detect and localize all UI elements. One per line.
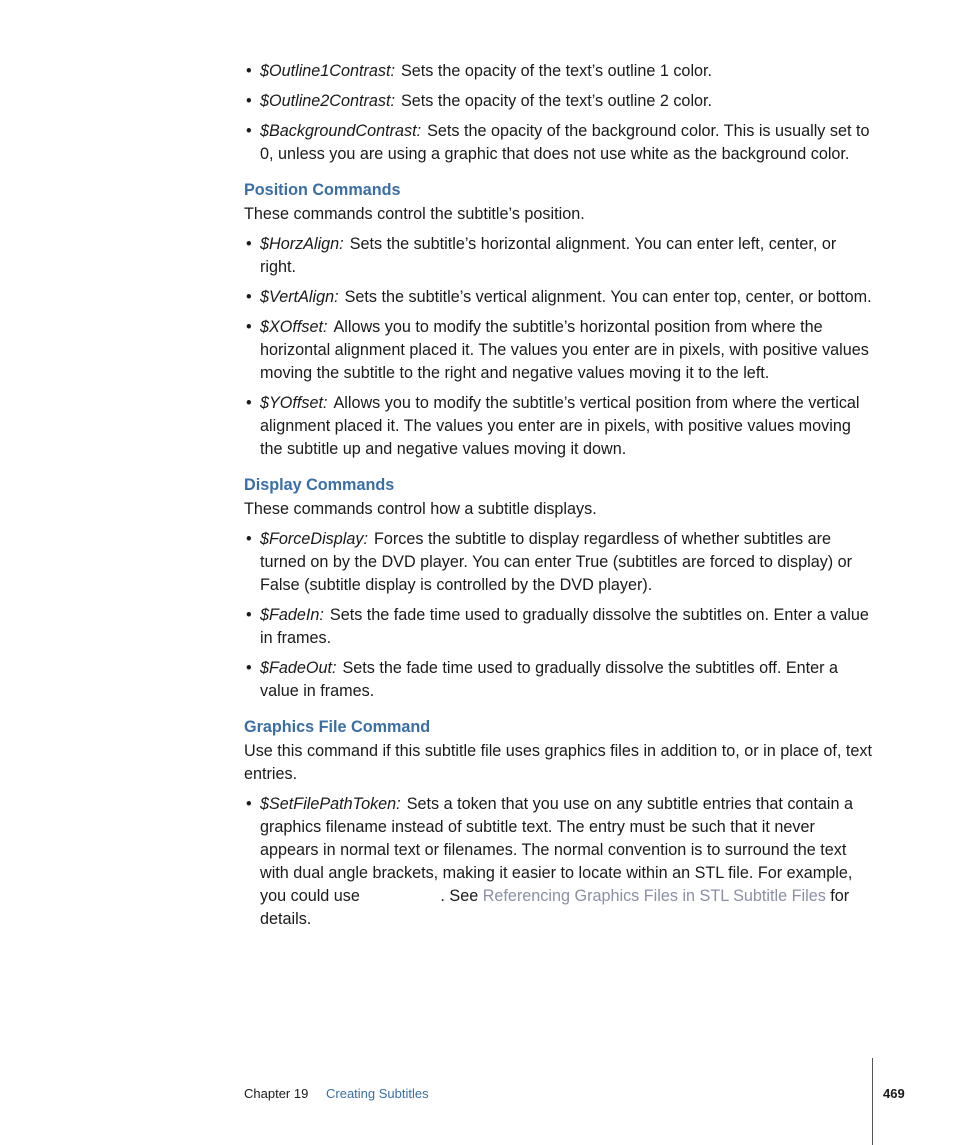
command-description: Allows you to modify the subtitle’s vertical position from where the vertical alignment placed it. The values you enter are in pixels, with positive values moving the subtitle up and negative values moving it down. — [260, 394, 860, 458]
command-term: $HorzAlign: — [260, 235, 344, 253]
command-description: Forces the subtitle to display regardless of whether subtitles are turned on by the DVD player. You can enter True (subtitles are forced to display) or False (subtitle display is controlled by the DVD player). — [260, 530, 853, 594]
command-term: $FadeIn: — [260, 606, 324, 624]
list-item — [244, 286, 876, 309]
graphics-file-command-intro: Use this command if this subtitle file uses graphics files in addition to, or in place of, text entries. — [244, 742, 873, 783]
footer-divider — [872, 1058, 873, 1145]
command-term: $VertAlign: — [260, 288, 339, 306]
bullet-icon: • — [246, 606, 252, 624]
bullet-icon: • — [246, 92, 252, 110]
position-commands-heading: Position Commands — [244, 181, 401, 199]
bullet-icon: • — [246, 795, 252, 813]
bullet-icon: • — [246, 659, 252, 677]
bullet-icon: • — [246, 530, 252, 548]
bullet-icon: • — [246, 62, 252, 80]
list-item — [244, 316, 876, 385]
display-commands-intro: These commands control how a subtitle displays. — [244, 500, 597, 518]
command-term: $Outline1Contrast: — [260, 62, 395, 80]
bullet-icon: • — [246, 122, 252, 140]
command-term: $XOffset: — [260, 318, 328, 336]
command-term: $YOffset: — [260, 394, 328, 412]
list-item — [244, 120, 876, 166]
cross-reference-link[interactable]: Referencing Graphics Files in STL Subtitle Files — [482, 887, 826, 905]
list-item — [244, 392, 876, 461]
footer-chapter-label: Chapter 19 — [244, 1086, 309, 1101]
see-text: . See — [440, 887, 479, 905]
command-description: Allows you to modify the subtitle’s horizontal position from where the horizontal alignment placed it. The values you enter are in pixels, with positive values moving the subtitle to the right and negative values moving it to the left. — [260, 318, 869, 382]
page-content — [244, 60, 876, 938]
display-commands-heading: Display Commands — [244, 476, 395, 494]
list-item — [244, 90, 876, 113]
bullet-icon: • — [246, 235, 252, 253]
list-item — [244, 793, 876, 931]
command-description: Sets the fade time used to gradually dissolve the subtitles off. Enter a value in frames. — [260, 659, 839, 700]
position-commands-intro: These commands control the subtitle’s position. — [244, 205, 585, 223]
list-item — [244, 60, 876, 83]
contrast-bullet-list — [244, 60, 876, 166]
position-bullet-list — [244, 233, 876, 461]
list-item — [244, 657, 876, 703]
bullet-icon: • — [246, 288, 252, 306]
bullet-icon: • — [246, 318, 252, 336]
graphics-bullet-list — [244, 793, 876, 931]
command-term: $Outline2Contrast: — [260, 92, 395, 110]
list-item — [244, 528, 876, 597]
command-description: Sets the opacity of the text’s outline 2 color. — [400, 92, 713, 110]
command-description: Sets the fade time used to gradually dissolve the subtitles on. Enter a value in frames. — [260, 606, 869, 647]
command-description: Sets the opacity of the background color. This is usually set to 0, unless you are using a graphic that does not use white as the background color. — [260, 122, 870, 163]
command-term: $ForceDisplay: — [260, 530, 368, 548]
page-number: 469 — [883, 1086, 905, 1101]
list-item — [244, 233, 876, 279]
command-description: Sets a token that you use on any subtitle entries that contain a graphics filename instead of subtitle text. The entry must be such that it never appears in normal text or filenames. The normal convention is to surround the text with dual angle brackets, making it easier to locate within an STL file. For example, you could use — [260, 795, 854, 905]
for-details-text: for details. — [260, 887, 850, 928]
bullet-icon: • — [246, 394, 252, 412]
command-description: Sets the subtitle’s horizontal alignment. You can enter left, center, or right. — [260, 235, 837, 276]
command-term: $BackgroundContrast: — [260, 122, 422, 140]
graphics-file-command-heading: Graphics File Command — [244, 718, 431, 736]
command-term: $SetFilePathToken: — [260, 795, 401, 813]
command-term: $FadeOut: — [260, 659, 337, 677]
list-item — [244, 604, 876, 650]
display-bullet-list — [244, 528, 876, 703]
footer-chapter-title: Creating Subtitles — [326, 1086, 429, 1101]
command-description: Sets the subtitle’s vertical alignment. You can enter top, center, or bottom. — [344, 288, 872, 306]
command-description: Sets the opacity of the text’s outline 1 color. — [400, 62, 713, 80]
